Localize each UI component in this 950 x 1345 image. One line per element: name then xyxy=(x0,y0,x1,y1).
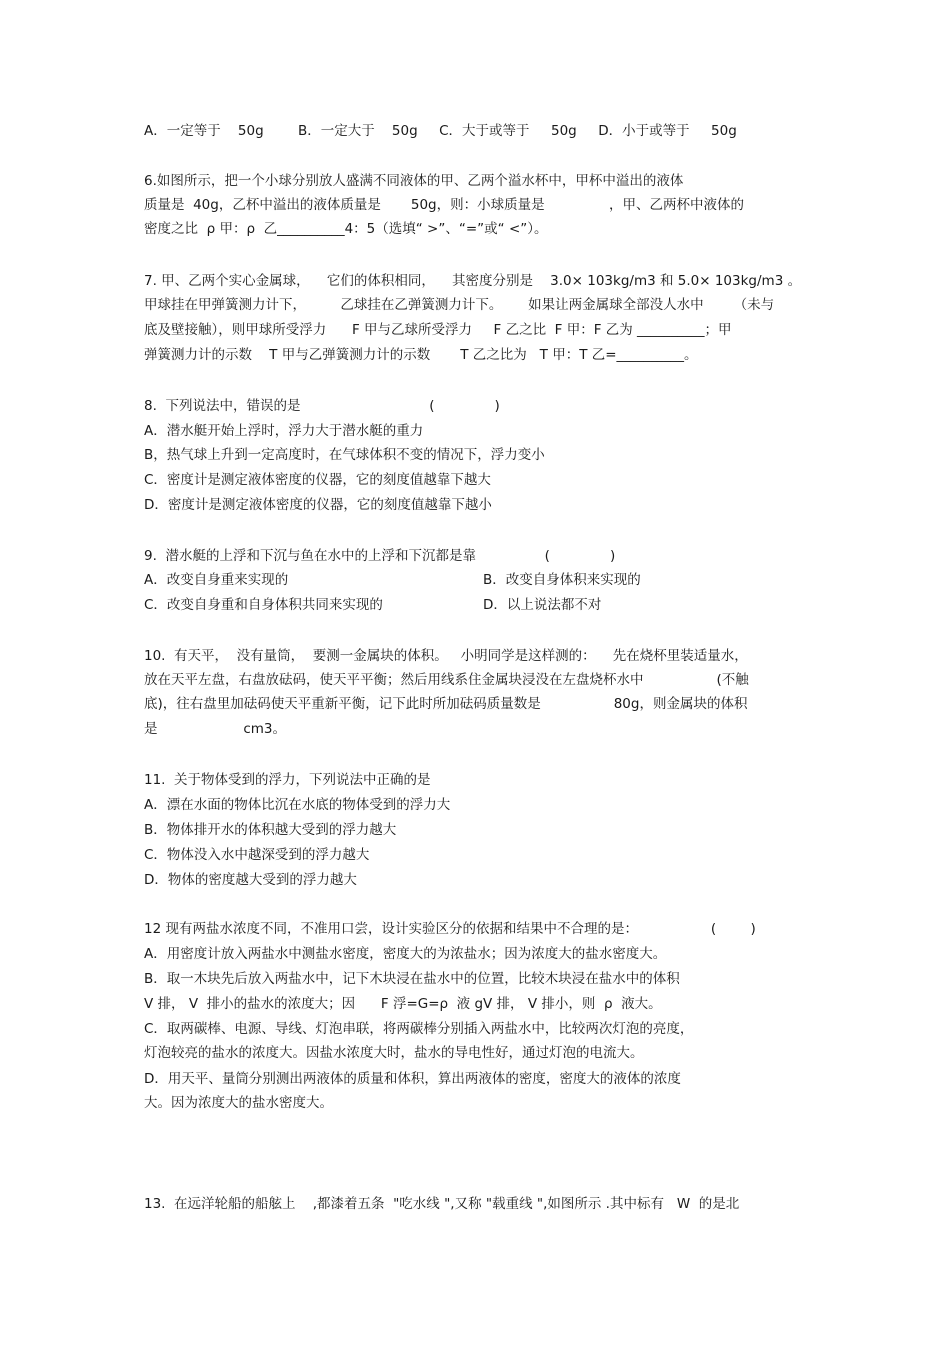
q9-stem: 9. 潜水艇的上浮和下沉与鱼在水中的上浮和下沉都是靠 ( ) xyxy=(144,548,616,564)
q11-option-c: C．物体没入水中越深受到的浮力越大 xyxy=(144,847,370,863)
q12-option-c-1: C．取两碳棒、电源、导线、灯泡串联，将两碳棒分别插入两盐水中，比较两次灯泡的亮度， xyxy=(144,1021,694,1037)
q8-option-b: B，热气球上升到一定高度时，在气球体积不变的情况下，浮力变小 xyxy=(144,447,545,463)
q11-option-d: D．物体的密度越大受到的浮力越大 xyxy=(144,872,357,888)
q6-line-3: 密度之比 ρ 甲：ρ 乙__________4：5（选填“ >”、“=”或“ <”）。 xyxy=(144,221,548,237)
q8-option-d: D．密度计是测定液体密度的仪器，它的刻度值越靠下越小 xyxy=(144,497,492,513)
q7-line-2: 甲球挂在甲弹簧测力计下， 乙球挂在乙弹簧测力计下。 如果让两金属球全部没人水中 （未与 xyxy=(144,297,775,313)
q13-stem: 13. 在远洋轮船的船舷上 ,都漆着五条 "吃水线 ",又称 "载重线 ",如图所示 .其中标有 W 的是北 xyxy=(144,1196,740,1212)
q12-option-b-1: B．取一木块先后放入两盐水中，记下木块浸在盐水中的位置，比较木块浸在盐水中的体积 xyxy=(144,971,680,987)
q7-line-4: 弹簧测力计的示数 T 甲与乙弹簧测力计的示数 T 乙之比为 T 甲：T 乙=__________。 xyxy=(144,347,698,363)
q9-option-d: D．以上说法都不对 xyxy=(483,597,602,613)
q12-stem: 12 现有两盐水浓度不同，不准用口尝，设计实验区分的依据和结果中不合理的是： ( ) xyxy=(144,921,756,937)
q10-line-4: 是 cm3。 xyxy=(144,721,286,737)
q10-line-3: 底)，往右盘里加砝码使天平重新平衡，记下此时所加砝码质量数是 80g，则金属块的体积 xyxy=(144,696,748,712)
q8-option-c: C．密度计是测定液体密度的仪器，它的刻度值越靠下越大 xyxy=(144,472,491,488)
q10-line-2: 放在天平左盘，右盘放砝码，使天平平衡；然后用线系住金属块浸没在左盘烧杯水中 (不触 xyxy=(144,672,749,688)
q9-option-a: A．改变自身重来实现的 xyxy=(144,572,289,588)
q12-option-d-2: 大。因为浓度大的盐水密度大。 xyxy=(144,1095,333,1111)
q9-option-b: B．改变自身体积来实现的 xyxy=(483,572,641,588)
q10-line-1: 10. 有天平， 没有量筒， 要测一金属块的体积。 小明同学是这样测的： 先在烧杯里装适量水， xyxy=(144,648,748,664)
q8-stem: 8. 下列说法中，错误的是 ( ) xyxy=(144,398,500,414)
q5-options: A．一定等于 50g B．一定大于 50g C．大于或等于 50g D．小于或等于 50g xyxy=(144,123,737,139)
q11-option-a: A．漂在水面的物体比沉在水底的物体受到的浮力大 xyxy=(144,797,451,813)
q7-line-3: 底及壁接触），则甲球所受浮力 F 甲与乙球所受浮力 F 乙之比 F 甲：F 乙为 __________；甲 xyxy=(144,322,732,338)
q11-option-b: B．物体排开水的体积越大受到的浮力越大 xyxy=(144,822,397,838)
q12-option-c-2: 灯泡较亮的盐水的浓度大。因盐水浓度大时，盐水的导电性好，通过灯泡的电流大。 xyxy=(144,1045,644,1061)
q11-stem: 11. 关于物体受到的浮力，下列说法中正确的是 xyxy=(144,772,431,788)
q7-line-1: 7. 甲、乙两个实心金属球， 它们的体积相同， 其密度分别是 3.0× 103kg/m3 和 5.0× 103kg/m3 。 xyxy=(144,273,802,289)
q8-option-a: A．潜水艇开始上浮时，浮力大于潜水艇的重力 xyxy=(144,423,424,439)
q9-option-c: C．改变自身重和自身体积共同来实现的 xyxy=(144,597,383,613)
q6-line-1: 6.如图所示，把一个小球分别放人盛满不同液体的甲、乙两个溢水杯中，甲杯中溢出的液体 xyxy=(144,173,684,189)
q12-option-b-2: V 排， V 排小的盐水的浓度大；因 F 浮=G=ρ 液 gV 排， V 排小，则 ρ 液大。 xyxy=(144,996,662,1012)
q12-option-a: A．用密度计放入两盐水中测盐水密度，密度大的为浓盐水；因为浓度大的盐水密度大。 xyxy=(144,946,667,962)
q6-line-2: 质量是 40g，乙杯中溢出的液体质量是 50g，则：小球质量是 ，甲、乙两杯中液体的 xyxy=(144,197,744,213)
q12-option-d-1: D．用天平、量筒分别测出两液体的质量和体积，算出两液体的密度，密度大的液体的浓度 xyxy=(144,1071,681,1087)
